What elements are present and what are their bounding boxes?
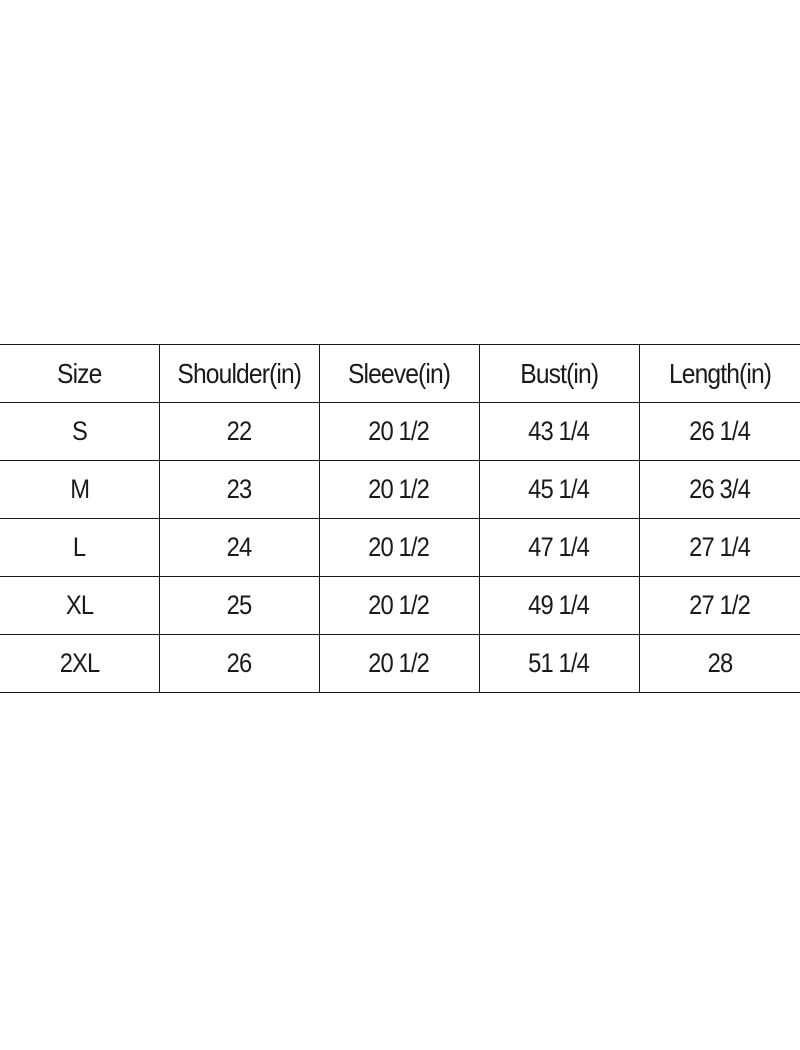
size-cell: S <box>0 403 159 461</box>
header-shoulder-label: Shoulder(in) <box>177 357 301 389</box>
header-size <box>0 345 159 403</box>
table-row <box>0 461 800 519</box>
length-cell: 27 1/4 <box>639 519 800 577</box>
bust-cell: 49 1/4 <box>479 577 639 635</box>
shoulder-cell: 25 <box>159 577 319 635</box>
table-row <box>0 403 800 461</box>
bust-cell: 45 1/4 <box>479 461 639 519</box>
length-cell: 27 1/2 <box>639 577 800 635</box>
size-cell: L <box>0 519 159 577</box>
header-sleeve <box>319 345 479 403</box>
header-shoulder <box>159 345 319 403</box>
header-row <box>0 345 800 403</box>
shoulder-cell: 22 <box>159 403 319 461</box>
size-cell: M <box>0 461 159 519</box>
size-cell: XL <box>0 577 159 635</box>
header-length <box>639 345 800 403</box>
header-bust-label: Bust(in) <box>520 357 598 389</box>
size-chart-body <box>0 403 800 693</box>
header-bust <box>479 345 639 403</box>
length-cell: 28 <box>639 635 800 693</box>
sleeve-cell: 20 1/2 <box>319 577 479 635</box>
bust-cell: 51 1/4 <box>479 635 639 693</box>
size-chart-header <box>0 345 800 403</box>
header-length-label: Length(in) <box>668 357 771 389</box>
size-cell: 2XL <box>0 635 159 693</box>
table-row <box>0 635 800 693</box>
table-row <box>0 519 800 577</box>
sleeve-cell: 20 1/2 <box>319 461 479 519</box>
bust-cell: 43 1/4 <box>479 403 639 461</box>
header-size-label: Size <box>57 357 102 389</box>
shoulder-cell: 26 <box>159 635 319 693</box>
bust-cell: 47 1/4 <box>479 519 639 577</box>
size-chart-table <box>0 344 800 693</box>
sleeve-cell: 20 1/2 <box>319 519 479 577</box>
shoulder-cell: 24 <box>159 519 319 577</box>
length-cell: 26 1/4 <box>639 403 800 461</box>
table-row <box>0 577 800 635</box>
shoulder-cell: 23 <box>159 461 319 519</box>
length-cell: 26 3/4 <box>639 461 800 519</box>
sleeve-cell: 20 1/2 <box>319 635 479 693</box>
header-sleeve-label: Sleeve(in) <box>347 357 451 389</box>
sleeve-cell: 20 1/2 <box>319 403 479 461</box>
